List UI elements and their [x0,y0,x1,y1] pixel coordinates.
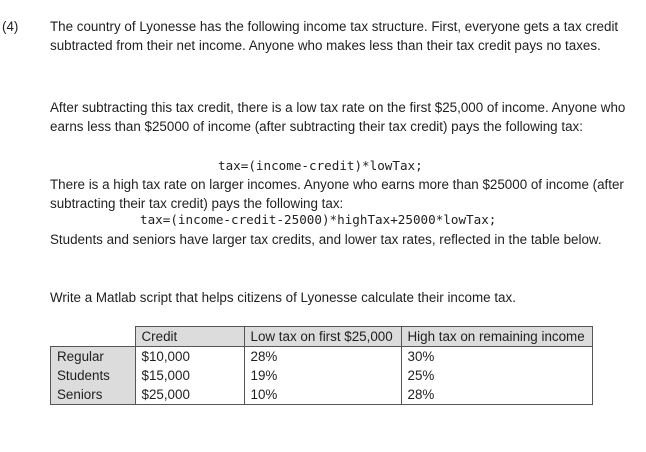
paragraph-high-tax: There is a high tax rate on larger incomes. Anyone who earns more than $25000 of income (after subtracting their tax credit) pays the following tax: [50,177,624,211]
row-high-tax: 25% [401,366,592,385]
row-low-tax: 28% [244,347,401,367]
row-credit: $25,000 [135,385,244,405]
row-low-tax: 19% [244,366,401,385]
header-cell-low-tax: Low tax on first $25,000 [244,327,401,347]
row-label: Seniors [51,385,136,405]
problem-number: (4) [2,19,19,34]
paragraph-low-tax: After subtracting this tax credit, there is a low tax rate on the first $25,000 of income. Anyone who earns less than $25000 of income (after subtracting their tax credit) pays the following tax: [50,100,626,134]
table-header-row [51,327,593,347]
tax-table [50,326,593,405]
row-high-tax: 28% [401,385,592,405]
paragraph-table-intro: Students and seniors have larger tax credits, and lower tax rates, reflected in the table below. [50,232,602,247]
formula-low-tax: tax=(income-credit)*lowTax; [218,158,423,173]
row-credit: $15,000 [135,366,244,385]
paragraph-task: Write a Matlab script that helps citizens of Lyonesse calculate their income tax. [50,290,516,305]
row-low-tax: 10% [244,385,401,405]
header-cell-blank [51,327,136,347]
row-label: Regular [51,347,136,367]
table-row [51,366,593,385]
header-cell-high-tax: High tax on remaining income [401,327,592,347]
problem-intro [2,17,636,55]
formula-high-tax: tax=(income-credit-25000)*highTax+25000*lowTax; [140,212,497,227]
row-credit: $10,000 [135,347,244,367]
table-row [51,347,593,367]
row-high-tax: 30% [401,347,592,367]
intro-text: The country of Lyonesse has the following income tax structure. First, everyone gets a tax credit subtracted from their net income. Anyone who makes less than their tax credit pays no taxes. [50,19,619,53]
table-row [51,385,593,405]
row-label: Students [51,366,136,385]
header-cell-credit: Credit [135,327,244,347]
